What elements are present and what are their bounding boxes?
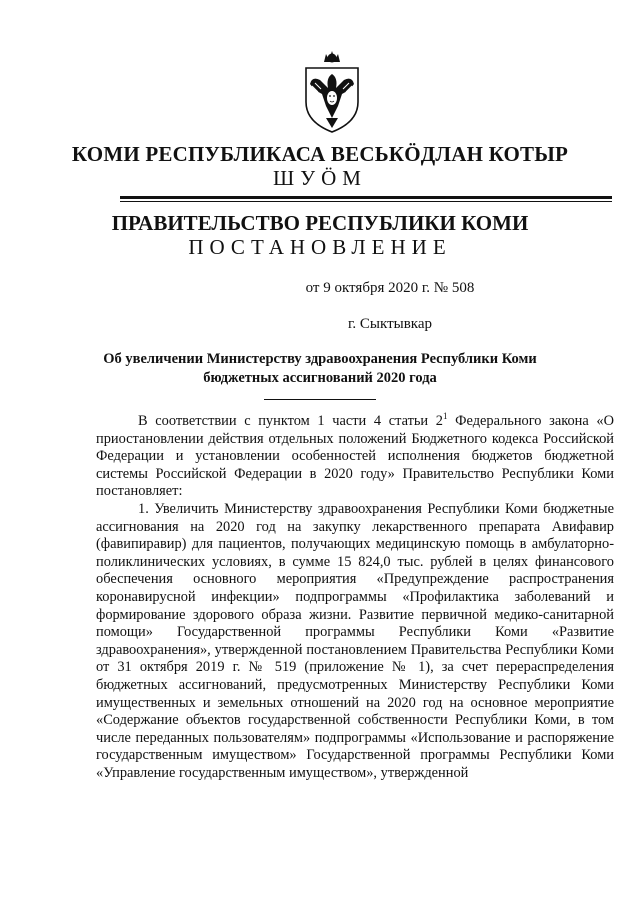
header-rule-thick: [120, 196, 612, 199]
decree-type: ПОСТАНОВЛЕНИЕ: [188, 235, 452, 259]
body-paragraph-preamble: [96, 413, 614, 501]
preamble-text-start: В соответствии с пунктом 1 части 4 статьи 2: [138, 413, 443, 429]
decree-body: [96, 413, 614, 782]
body-paragraph-item-1: 1. Увеличить Министерству здравоохранения Республики Коми бюджетные ассигнования на 2020 год на закупку лекарственного препарата Авифавир (фавипиравир) для пациентов, получающих медицинскую помощь в амбулаторно-поликлинических условиях, в сумме 15 824,0 тыс. рублей в целях финансового обеспечения основного мероприятия «Предупреждение распространения коронавирусной инфекции» подпрограммы «Профилактика заболеваний и формирование здорового образа жизни. Развитие первичной медико-санитарной помощи» Государственной программы Республики Коми «Развитие здравоохранения», утвержденной постановлением Правительства Республики Коми от 31 октября 2019 г. № 519 (приложение № 1), за счет перераспределения бюджетных ассигнований, предусмотренных Министерству Республики Коми имущественных и земельных отношений на 2020 год на основное мероприятие «Содержание объектов государственной собственности Республики Коми, в том числе переданных пользователям» подпрограммы «Использование и распоряжение государственным имуществом» Государственной программы Республики Коми «Управление государственным имуществом», утвержденной: [96, 500, 614, 781]
government-title: ПРАВИТЕЛЬСТВО РЕСПУБЛИКИ КОМИ: [111, 211, 529, 235]
decree-subject-line2: бюджетных ассигнований 2020 года: [203, 370, 437, 386]
preamble-text-end: Федерального закона «О приостановлении действия отдельных положений Бюджетного кодекса Российской Федерации и установлении особенностей исполнения бюджетов бюджетной системы Российской Федерации в 2020 году» Правительство Республики Коми постановляет:: [96, 413, 614, 500]
komi-decree-word: ШУӦМ: [273, 166, 367, 190]
decree-subject: [90, 350, 550, 388]
article-superscript: 1: [442, 411, 448, 422]
decree-city: г. Сыктывкар: [347, 316, 433, 332]
decree-subject-line1: Об увеличении Министерству здравоохранения Республики Коми: [103, 351, 537, 367]
subject-rule: [264, 399, 376, 400]
komi-coat-of-arms-icon: [300, 48, 364, 134]
decree-date-number: от 9 октября 2020 г. № 508: [305, 280, 475, 296]
header-rule-thin: [120, 201, 612, 202]
komi-authority-title: КОМИ РЕСПУБЛИКАСА ВЕСЬКӦДЛАН КОТЫР: [71, 142, 569, 166]
